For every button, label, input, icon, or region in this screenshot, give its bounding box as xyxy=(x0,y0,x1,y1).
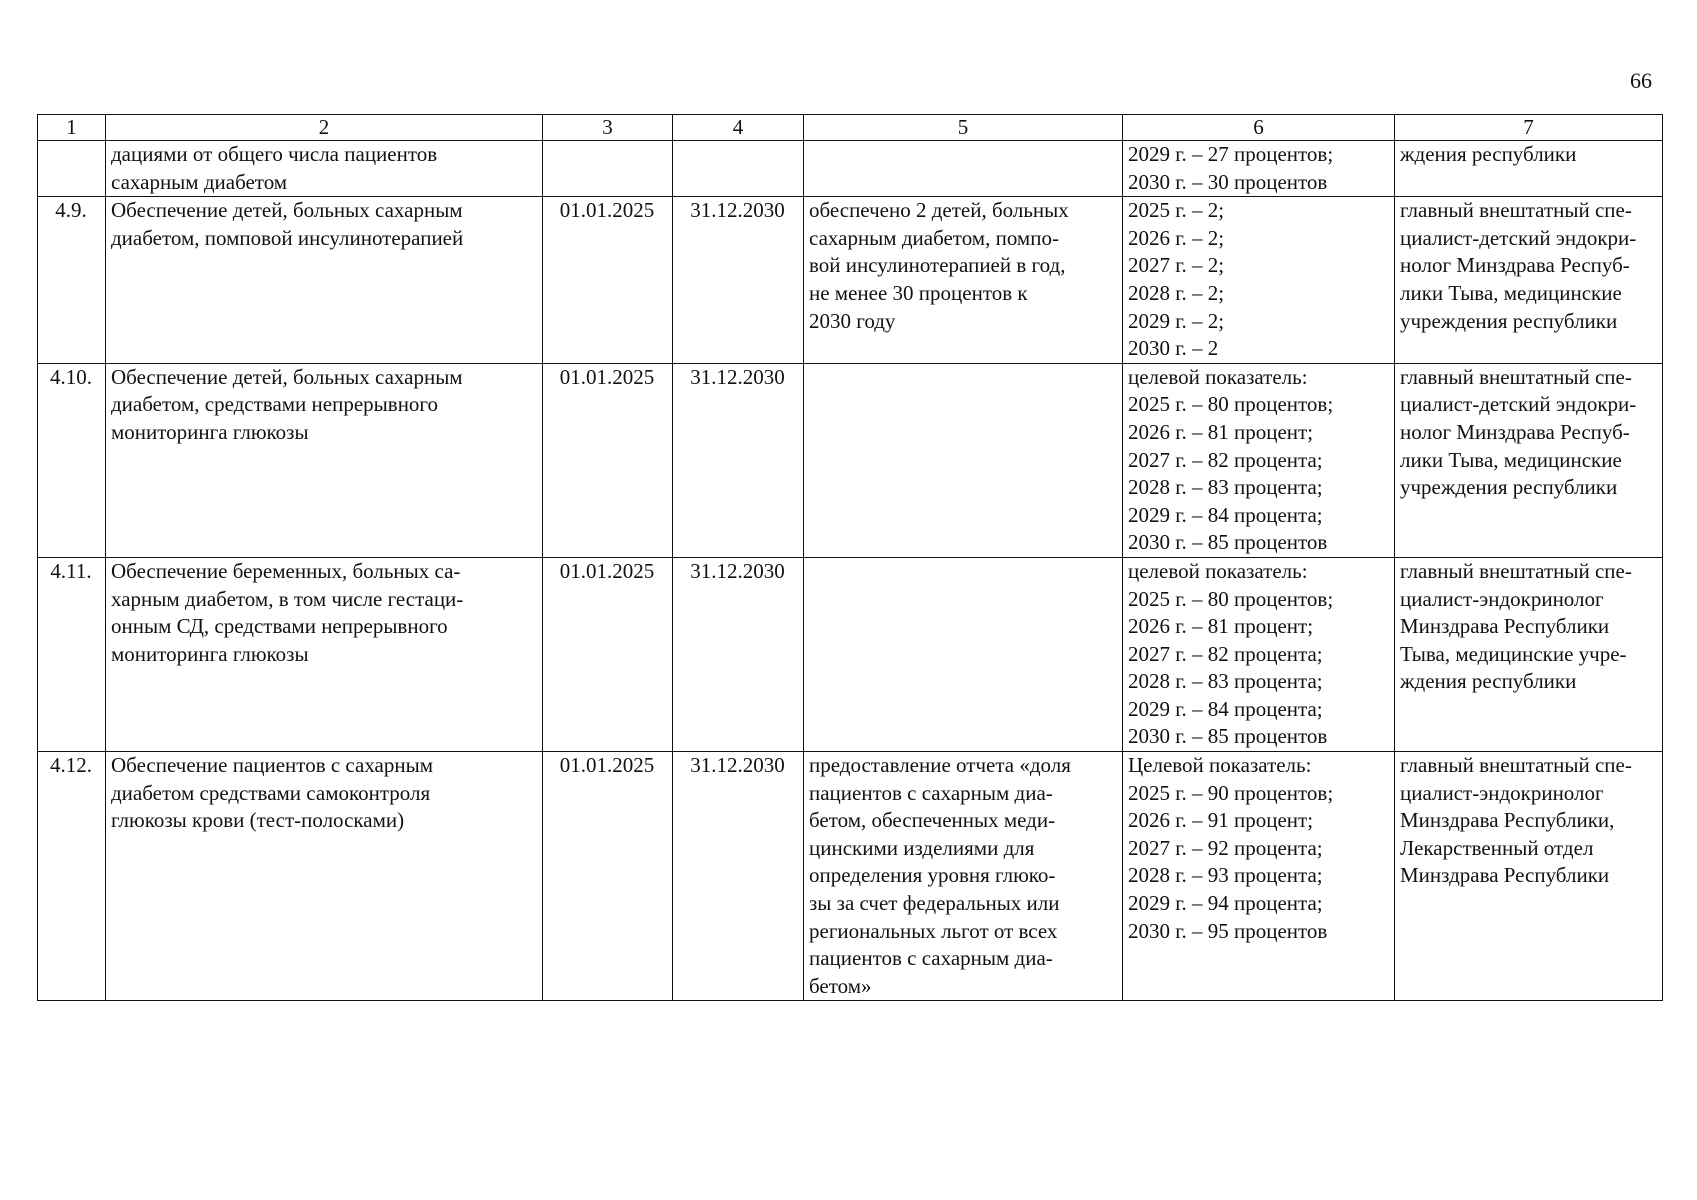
end-date: 31.12.2030 xyxy=(673,363,804,557)
expected-result-line: вой инсулинотерапией в год, xyxy=(809,253,1066,278)
target-indicator-line: 2030 г. – 85 процентов xyxy=(1128,530,1328,555)
start-date: 01.01.2025 xyxy=(543,363,673,557)
target-indicator-line: 2029 г. – 2; xyxy=(1128,308,1225,333)
target-indicator xyxy=(1123,752,1395,1001)
measure-name-line: дациями от общего числа пациентов xyxy=(111,142,438,166)
target-indicator xyxy=(1123,363,1395,557)
measure-name-line: Обеспечение беременных, больных са- xyxy=(111,558,461,583)
measure-name-line: мониторинга глюкозы xyxy=(111,419,309,444)
expected-result xyxy=(804,557,1123,751)
measure-name-line: глюкозы крови (тест-полосками) xyxy=(111,808,405,833)
start-date: 01.01.2025 xyxy=(543,557,673,751)
target-indicator-line: 2025 г. – 90 процентов; xyxy=(1128,780,1334,805)
target-indicator-line: 2026 г. – 81 процент; xyxy=(1128,419,1314,444)
target-indicator-line: 2027 г. – 82 процента; xyxy=(1128,641,1323,666)
responsible-executor-line: учреждения республики xyxy=(1400,308,1618,333)
table-row xyxy=(38,752,1663,1001)
measure-name-line: харным диабетом, в том числе гестаци- xyxy=(111,586,464,611)
responsible-executor-line: лики Тыва, медицинские xyxy=(1400,447,1622,472)
measure-name-line: диабетом средствами самоконтроля xyxy=(111,780,431,805)
target-indicator-line: 2030 г. – 85 процентов xyxy=(1128,724,1328,749)
measure-name xyxy=(106,363,543,557)
target-indicator-line: 2030 г. – 2 xyxy=(1128,336,1219,361)
table-row xyxy=(38,141,1663,197)
start-date: 01.01.2025 xyxy=(543,197,673,364)
expected-result-line: пациентов с сахарным диа- xyxy=(809,780,1053,805)
column-header: 2 xyxy=(106,115,543,141)
responsible-executor-line: Тыва, медицинские учре- xyxy=(1400,641,1627,666)
responsible-executor-line: циалист-эндокринолог xyxy=(1400,586,1604,611)
expected-result xyxy=(804,752,1123,1001)
end-date xyxy=(673,141,804,197)
measure-name-line: сахарным диабетом xyxy=(111,169,288,194)
measure-name xyxy=(106,141,543,197)
target-indicator-line: 2029 г. – 27 процентов; xyxy=(1128,142,1334,166)
target-indicator-line: Целевой показатель: xyxy=(1128,753,1312,778)
responsible-executor-line: главный внештатный спе- xyxy=(1400,364,1632,389)
target-indicator-line: 2028 г. – 2; xyxy=(1128,280,1225,305)
target-indicator xyxy=(1123,197,1395,364)
expected-result-line: обеспечено 2 детей, больных xyxy=(809,198,1069,223)
target-indicator-line: 2027 г. – 82 процента; xyxy=(1128,447,1323,472)
target-indicator-line: 2025 г. – 80 процентов; xyxy=(1128,392,1334,417)
row-number xyxy=(38,141,106,197)
responsible-executor xyxy=(1395,752,1663,1001)
expected-result xyxy=(804,141,1123,197)
responsible-executor xyxy=(1395,197,1663,364)
target-indicator xyxy=(1123,141,1395,197)
responsible-executor-line: циалист-детский эндокри- xyxy=(1400,392,1637,417)
target-indicator-line: 2029 г. – 94 процента; xyxy=(1128,891,1323,916)
page-number: 66 xyxy=(1630,68,1652,93)
measure-name-line: мониторинга глюкозы xyxy=(111,641,309,666)
column-header: 3 xyxy=(543,115,673,141)
expected-result-line: пациентов с сахарным диа- xyxy=(809,946,1053,971)
start-date: 01.01.2025 xyxy=(543,752,673,1001)
responsible-executor-line: Минздрава Республики xyxy=(1400,614,1610,639)
expected-result-line: бетом» xyxy=(809,973,872,998)
end-date: 31.12.2030 xyxy=(673,557,804,751)
row-number: 4.9. xyxy=(38,197,106,364)
expected-result-line: региональных льгот от всех xyxy=(809,918,1058,943)
column-number-row xyxy=(38,115,1663,141)
expected-result-line: предоставление отчета «доля xyxy=(809,753,1071,778)
target-indicator-line: 2027 г. – 2; xyxy=(1128,253,1225,278)
expected-result-line: цинскими изделиями для xyxy=(809,835,1035,860)
measure-name xyxy=(106,557,543,751)
target-indicator-line: 2026 г. – 81 процент; xyxy=(1128,614,1314,639)
responsible-executor-line: нолог Минздрава Респуб- xyxy=(1400,419,1630,444)
column-header: 1 xyxy=(38,115,106,141)
target-indicator-line: 2025 г. – 80 процентов; xyxy=(1128,586,1334,611)
table-row xyxy=(38,363,1663,557)
measure-name xyxy=(106,752,543,1001)
responsible-executor-line: учреждения республики xyxy=(1400,475,1618,500)
target-indicator-line: 2028 г. – 83 процента; xyxy=(1128,669,1323,694)
column-header: 7 xyxy=(1395,115,1663,141)
column-header: 5 xyxy=(804,115,1123,141)
expected-result xyxy=(804,363,1123,557)
measure-name-line: онным СД, средствами непрерывного xyxy=(111,614,448,639)
end-date: 31.12.2030 xyxy=(673,197,804,364)
responsible-executor xyxy=(1395,363,1663,557)
measure-name-line: Обеспечение пациентов с сахарным xyxy=(111,753,434,778)
table-row xyxy=(38,197,1663,364)
expected-result-line: сахарным диабетом, помпо- xyxy=(809,225,1059,250)
measure-name xyxy=(106,197,543,364)
measures-table xyxy=(37,114,1663,1001)
start-date xyxy=(543,141,673,197)
responsible-executor-line: Минздрава Республики, xyxy=(1400,808,1615,833)
responsible-executor-line: ждения республики xyxy=(1400,669,1577,694)
responsible-executor-line: лики Тыва, медицинские xyxy=(1400,280,1622,305)
column-header: 6 xyxy=(1123,115,1395,141)
row-number: 4.10. xyxy=(38,363,106,557)
target-indicator-line: целевой показатель: xyxy=(1128,558,1308,583)
table-row xyxy=(38,557,1663,751)
measure-name-line: Обеспечение детей, больных сахарным xyxy=(111,198,463,223)
target-indicator-line: 2027 г. – 92 процента; xyxy=(1128,835,1323,860)
expected-result-line: не менее 30 процентов к xyxy=(809,280,1028,305)
target-indicator-line: 2026 г. – 91 процент; xyxy=(1128,808,1314,833)
responsible-executor-line: нолог Минздрава Респуб- xyxy=(1400,253,1630,278)
target-indicator-line: 2025 г. – 2; xyxy=(1128,198,1225,223)
responsible-executor-line: главный внештатный спе- xyxy=(1400,753,1632,778)
row-number: 4.11. xyxy=(38,557,106,751)
target-indicator-line: 2029 г. – 84 процента; xyxy=(1128,502,1323,527)
target-indicator-line: 2029 г. – 84 процента; xyxy=(1128,696,1323,721)
row-number: 4.12. xyxy=(38,752,106,1001)
responsible-executor-line: циалист-эндокринолог xyxy=(1400,780,1604,805)
responsible-executor-line: Лекарственный отдел xyxy=(1400,835,1594,860)
responsible-executor xyxy=(1395,557,1663,751)
target-indicator-line: 2028 г. – 93 процента; xyxy=(1128,863,1323,888)
responsible-executor-line: главный внештатный спе- xyxy=(1400,198,1632,223)
expected-result-line: зы за счет федеральных или xyxy=(809,891,1060,916)
target-indicator-line: 2028 г. – 83 процента; xyxy=(1128,475,1323,500)
expected-result xyxy=(804,197,1123,364)
target-indicator xyxy=(1123,557,1395,751)
measure-name-line: диабетом, средствами непрерывного xyxy=(111,392,439,417)
measure-name-line: Обеспечение детей, больных сахарным xyxy=(111,364,463,389)
responsible-executor-line: Минздрава Республики xyxy=(1400,863,1610,888)
measure-name-line: диабетом, помповой инсулинотерапией xyxy=(111,225,464,250)
expected-result-line: бетом, обеспеченных меди- xyxy=(809,808,1056,833)
target-indicator-line: 2026 г. – 2; xyxy=(1128,225,1225,250)
column-header: 4 xyxy=(673,115,804,141)
expected-result-line: 2030 году xyxy=(809,308,896,333)
expected-result-line: определения уровня глюко- xyxy=(809,863,1056,888)
target-indicator-line: целевой показатель: xyxy=(1128,364,1308,389)
responsible-executor-line: ждения республики xyxy=(1400,142,1577,166)
target-indicator-line: 2030 г. – 95 процентов xyxy=(1128,918,1328,943)
responsible-executor xyxy=(1395,141,1663,197)
responsible-executor-line: главный внештатный спе- xyxy=(1400,558,1632,583)
end-date: 31.12.2030 xyxy=(673,752,804,1001)
responsible-executor-line: циалист-детский эндокри- xyxy=(1400,225,1637,250)
target-indicator-line: 2030 г. – 30 процентов xyxy=(1128,169,1328,194)
